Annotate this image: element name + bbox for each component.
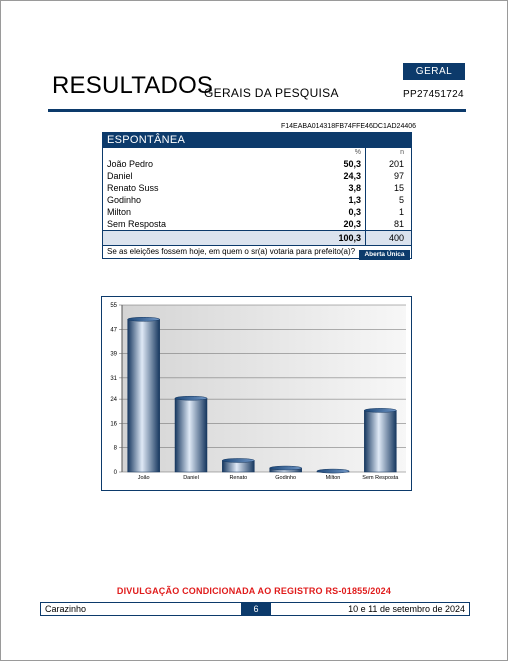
column-separator [365,231,366,245]
candidate-name: Godinho [107,195,142,205]
candidate-pct: 0,3 [348,207,361,217]
chart-y-tick-label: 8 [113,445,117,452]
candidate-name: Sem Resposta [107,219,167,229]
table-row [103,182,411,194]
candidate-n: 5 [398,195,404,205]
page-number: 6 [241,603,271,615]
results-table [102,132,412,259]
candidate-name: Renato Suss [107,183,159,193]
chart-x-tick-label: Godinho [275,475,297,481]
chart-y-tick-label: 47 [110,327,117,334]
chart-x-tick-label: Sem Resposta [362,475,399,481]
column-separator [365,194,366,206]
question-type-tag: Aberta Única [359,250,410,260]
chart-x-tick-label: Daniel [183,475,199,481]
results-table-heading: ESPONTÂNEA [107,134,186,146]
chart-bar [364,410,396,472]
candidate-n: 15 [393,183,404,193]
chart-y-tick-label: 0 [113,470,117,476]
table-row [103,206,411,218]
candidate-name: Daniel [107,171,133,181]
total-row [103,230,411,246]
candidate-n: 201 [388,159,404,169]
column-separator [365,182,366,194]
chart-y-tick-label: 24 [110,397,117,404]
registration-notice: DIVULGAÇÃO CONDICIONADA AO REGISTRO RS-01855/2024 [116,586,392,596]
table-row [103,158,411,170]
chart-x-tick-label: Renato [229,475,248,481]
col-pct-header: % [354,149,361,156]
page-title: RESULTADOS [52,72,214,99]
chart-bar-top [175,396,207,400]
total-pct: 100,3 [338,233,361,243]
chart-x-tick-label: João [137,475,150,481]
results-chart [101,296,412,491]
chart-bar-top [270,466,302,470]
candidate-n: 81 [393,219,404,229]
table-row [103,218,411,230]
table-row [103,194,411,206]
column-separator [365,158,366,170]
chart-y-tick-label: 55 [110,303,117,309]
geral-badge: GERAL [403,63,465,80]
chart-bar [128,319,160,472]
page-subtitle: GERAIS DA PESQUISA [204,86,339,100]
candidate-name: Milton [107,207,132,217]
total-n: 400 [388,233,404,243]
document-hash: F14EABA014318FB74FFE46DC1AD24406 [281,123,417,130]
results-table-header [103,133,411,148]
column-separator [365,170,366,182]
chart-bar-top [317,469,349,473]
column-separator [365,218,366,230]
footer-date: 10 e 11 de setembro de 2024 [348,604,465,614]
col-n-header: n [400,149,404,156]
survey-code: PP27451724 [403,89,464,100]
chart-svg [102,297,411,490]
chart-bar-top [128,317,160,321]
column-headers [103,148,411,158]
chart-y-tick-label: 16 [110,421,117,428]
candidate-n: 1 [398,207,404,217]
column-separator [365,148,366,158]
column-separator [365,206,366,218]
table-body [103,158,411,230]
candidate-pct: 20,3 [343,219,361,229]
chart-plot-area [122,305,406,472]
candidate-pct: 1,3 [348,195,361,205]
page-footer [40,602,470,616]
chart-bar [175,398,207,472]
candidate-n: 97 [393,171,404,181]
table-row [103,170,411,182]
survey-question: Se as eleições fossem hoje, em quem o sr(a) votaria para prefeito(a)? [103,246,411,259]
footer-city: Carazinho [45,604,87,614]
title-divider [48,109,466,112]
candidate-pct: 24,3 [343,171,361,181]
chart-x-tick-label: Milton [325,475,341,481]
candidate-pct: 3,8 [348,183,361,193]
candidate-pct: 50,3 [343,159,361,169]
chart-y-tick-label: 39 [110,351,117,358]
candidate-name: João Pedro [107,159,154,169]
chart-bar-top [364,408,396,412]
chart-y-tick-label: 31 [110,375,117,382]
chart-bar-top [222,458,254,462]
